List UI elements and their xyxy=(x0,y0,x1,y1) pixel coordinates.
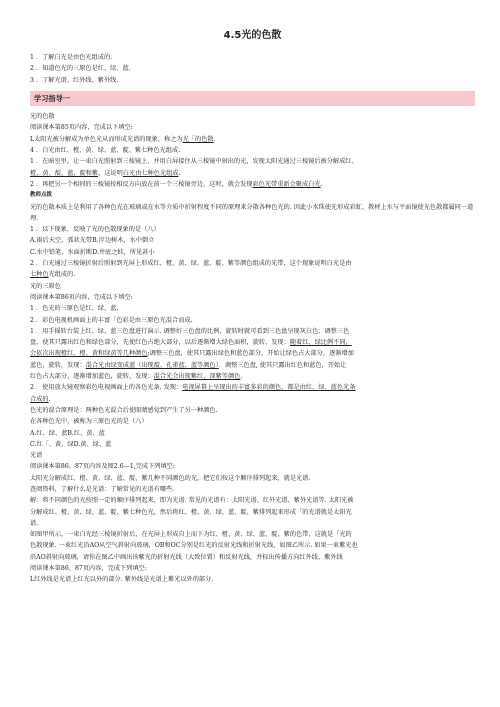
objective-3: 3 ．了解光谱、红外线、紫外线. xyxy=(30,76,119,84)
demo-line-b xyxy=(30,337,475,348)
fill-text: . xyxy=(320,180,323,188)
fill-text: 蓝色，旋转，发现： xyxy=(30,361,86,369)
question-1-stem: 1 ．以下现象，反映了光的色散现象的是（八） xyxy=(30,226,160,234)
spectrum-answer-b: 分解成红、橙、黄、绿、蓝、靛、紫七种色光，然后将红、橙、黄、绿、蓝、靛、紫排列起来形成「的光谱就是太阳光 xyxy=(30,508,352,516)
fill-text: . xyxy=(213,135,216,143)
fill-text: . xyxy=(178,169,181,177)
fill-line-1 xyxy=(30,134,475,145)
method-label: 教师点拨 xyxy=(30,192,53,199)
experiment-line-a: 1 ．在暗室里，让一束白光照射到三棱镜上，并用白屏接住从三棱镜中射出的光，发现太阳光通过三棱镜后被分解成红、 xyxy=(30,158,358,166)
figure-text-b: 色散现象. 一束红光沿AO从空气斜射向玻璃，OB和OC分别是红光的反射光线和折射光线，如图乙所示. 如果一束紫光也 xyxy=(30,542,358,550)
section-heading-primary: 光的三原色 xyxy=(30,282,61,290)
primary-line-1: 1 ．色光的三原色是红、绿、蓝. xyxy=(30,305,119,313)
fill-answer: 电视屏幕上呈现出的丰富多彩的颜色，都是由红、绿、蓝色光条 xyxy=(182,384,356,392)
experiment-line-b xyxy=(30,168,475,179)
fill-answer: 白光由七种色光组成 xyxy=(122,169,179,177)
fill-text: L太阳光被分解成为单色光从而形成光谱的现象，称之为 xyxy=(30,135,183,143)
question-1-options-a: A.雨后天空，弧状光带B.岸边树木，水中倒立 xyxy=(30,237,155,245)
read-instruction-2: 阅读课本第86页内容，完成以下填空: xyxy=(30,293,133,301)
objective-1: 1 ．了解白光是由色光组成的. xyxy=(30,54,113,61)
method-text: 光的色散本质上是利用了各种色光在玻璃或在水等介质中折射程度不同的原理来分散各种色光的. 因此小水珠使光形成彩虹、教材上水与平面镜使光色散都属同一道理. xyxy=(30,203,474,222)
document-page xyxy=(30,30,475,586)
question-1-options-b: C.水中铅笔，水面折断D.井底之蛙，所见甚小 xyxy=(30,248,155,256)
guide-banner: 学习指导一 xyxy=(30,91,475,106)
spectrum-line-2: 查阅资料，了解什么是光谱：了解常见的光谱有哪些. xyxy=(30,485,175,493)
question-3-options-b: C.红「、黄、绿D.黄、绿、蓝 xyxy=(30,440,112,448)
infrared-ultraviolet-line: L红外线是光谱上红光以外的部分. 紫外线是光谱上紫光以外的部分. xyxy=(30,576,214,584)
fill-text: 红色占大部分，逐渐增加蓝色，旋转，发现： xyxy=(30,373,154,381)
fill-text: ;调整三色盘，使其只露出绿色和蓝色部分，开始让绿色占大部分，逐渐增加 xyxy=(147,350,354,358)
fill-text: 盘，使其只露出红色和绿色部分，先使红色占绝大部分，以后逐渐增大绿色面积，旋转，发现： xyxy=(30,339,290,347)
fill-text: 2 ．使用放大镜观察彩色电视画面上的各色光条. 发现： xyxy=(30,384,183,392)
fill-answer: 七种色 xyxy=(30,271,49,279)
fill-answer: 混合光会出现紫红、深紫等颜色 xyxy=(153,373,241,381)
question-2-line-a: 2 ．白光通过三棱镜折射后照射到光屏上形成红、橙、黄、绿、蓝、靛、紫等颜色组成的光带，这个现象说明白光是由 xyxy=(30,260,352,268)
demo-line-c xyxy=(30,348,475,359)
read-instruction: 阅读课本第85页内容，完成以下填空: xyxy=(30,124,133,132)
fill-answer: 混合光由绿变成蓝（出现靛、孔雀蓝、蓝等颜色） xyxy=(85,361,219,369)
primary-line-2: 2 ．彩色电视机画面上的丰富「色彩是由三原色光混合而成. xyxy=(30,316,193,324)
question-2-line-b xyxy=(30,269,475,280)
fill-answer: 会依次出现橙红、橙、黄和绿黄等几种颜色 xyxy=(30,350,148,358)
demo-line-a: 1 ．用手摇转台装上红、绿、蓝三色盘进行演示. 调整好三色盘的比例，旋转时就可看到三色盘呈现灰白色；调整三色 xyxy=(30,327,350,335)
mix-principle: 色光的混合原理是：两种色光混合后使眼睛感觉到产生了另一种颜色. xyxy=(30,406,218,414)
read-instruction-4: 阅读课本第86、87页内容，完成下列填空: xyxy=(30,565,147,573)
fill-answer: 彩色光带重新会聚成白光 xyxy=(252,180,321,188)
fill-line-4: 4 ．白光由红、橙、黄、绿、蓝、靛、紫七种色光组成. xyxy=(30,147,181,155)
experiment-line-2 xyxy=(30,179,475,190)
spectrum-answer-a: 解：将不同颜色的光按照一定的顺序排列起来，即为光谱. 常见的光谱有：太阳光谱、红外光谱、紫外光谱等. 太阳光被 xyxy=(30,497,354,505)
fill-answer: 随着红、绿比例不同， xyxy=(289,339,352,347)
read-instruction-3: 阅读课本第86、87页内容及图2.6—1,完成下列填空: xyxy=(30,463,175,471)
fill-answer: 橙、黄、靛、蓝、靛和紫 xyxy=(30,169,99,177)
fill-answer: 光「的色散 xyxy=(182,135,214,143)
fill-text: . xyxy=(240,373,243,381)
page-title: 4.5光的色散 xyxy=(223,30,282,41)
spectrum-answer-c: 谱. xyxy=(30,519,39,527)
demo-line-d xyxy=(30,360,475,371)
fill-answer: 合成的 xyxy=(30,395,49,403)
fill-text: ．调整三色盘, 使其只露出红色和蓝色，开始让 xyxy=(218,361,347,369)
section-heading-dispersion: 光的色散 xyxy=(30,113,55,121)
fill-text: 2 ．再把另一个相同的三棱镜按相反方向放在前一个三棱镜旁边，这时，就会发现 xyxy=(30,180,253,188)
question-3-options-a: A.红、绿、蓝B.红、黄、蓝 xyxy=(30,429,105,437)
fill-text: 光组成的. xyxy=(48,271,76,279)
figure-text-a: 如图甲所示，一束白光经三棱镜折射后，在光屏上形成自上而下为红、橙、黄、绿、蓝、靛、紫的色带，这就是「光的 xyxy=(30,531,352,539)
question-3-stem: 在各种色光中，被称为三原色光的是（八） xyxy=(30,418,148,426)
figure-text-c: 沿AO斜射向玻璃，请你在图乙中画出该紫光的折射光线（大致位置）和反射光线，并标出传播方向红外线、紫外线 xyxy=(30,553,343,561)
section-heading-spectrum: 光谱 xyxy=(30,452,43,460)
spectrum-line-1: 太阳光分解成红、橙、黄、绿、蓝、靛、紫几种不同颜色的光，把它们按这个顺序排列起来，就是光谱. xyxy=(30,474,311,482)
fill-text: . xyxy=(48,395,51,403)
fill-text: ，这说明 xyxy=(98,169,123,177)
observe-line-a xyxy=(30,382,475,393)
demo-line-e xyxy=(30,371,475,382)
observe-line-b xyxy=(30,394,475,405)
objective-2: 2 ．知道色光的三原色是红、绿、蓝. xyxy=(30,65,131,73)
